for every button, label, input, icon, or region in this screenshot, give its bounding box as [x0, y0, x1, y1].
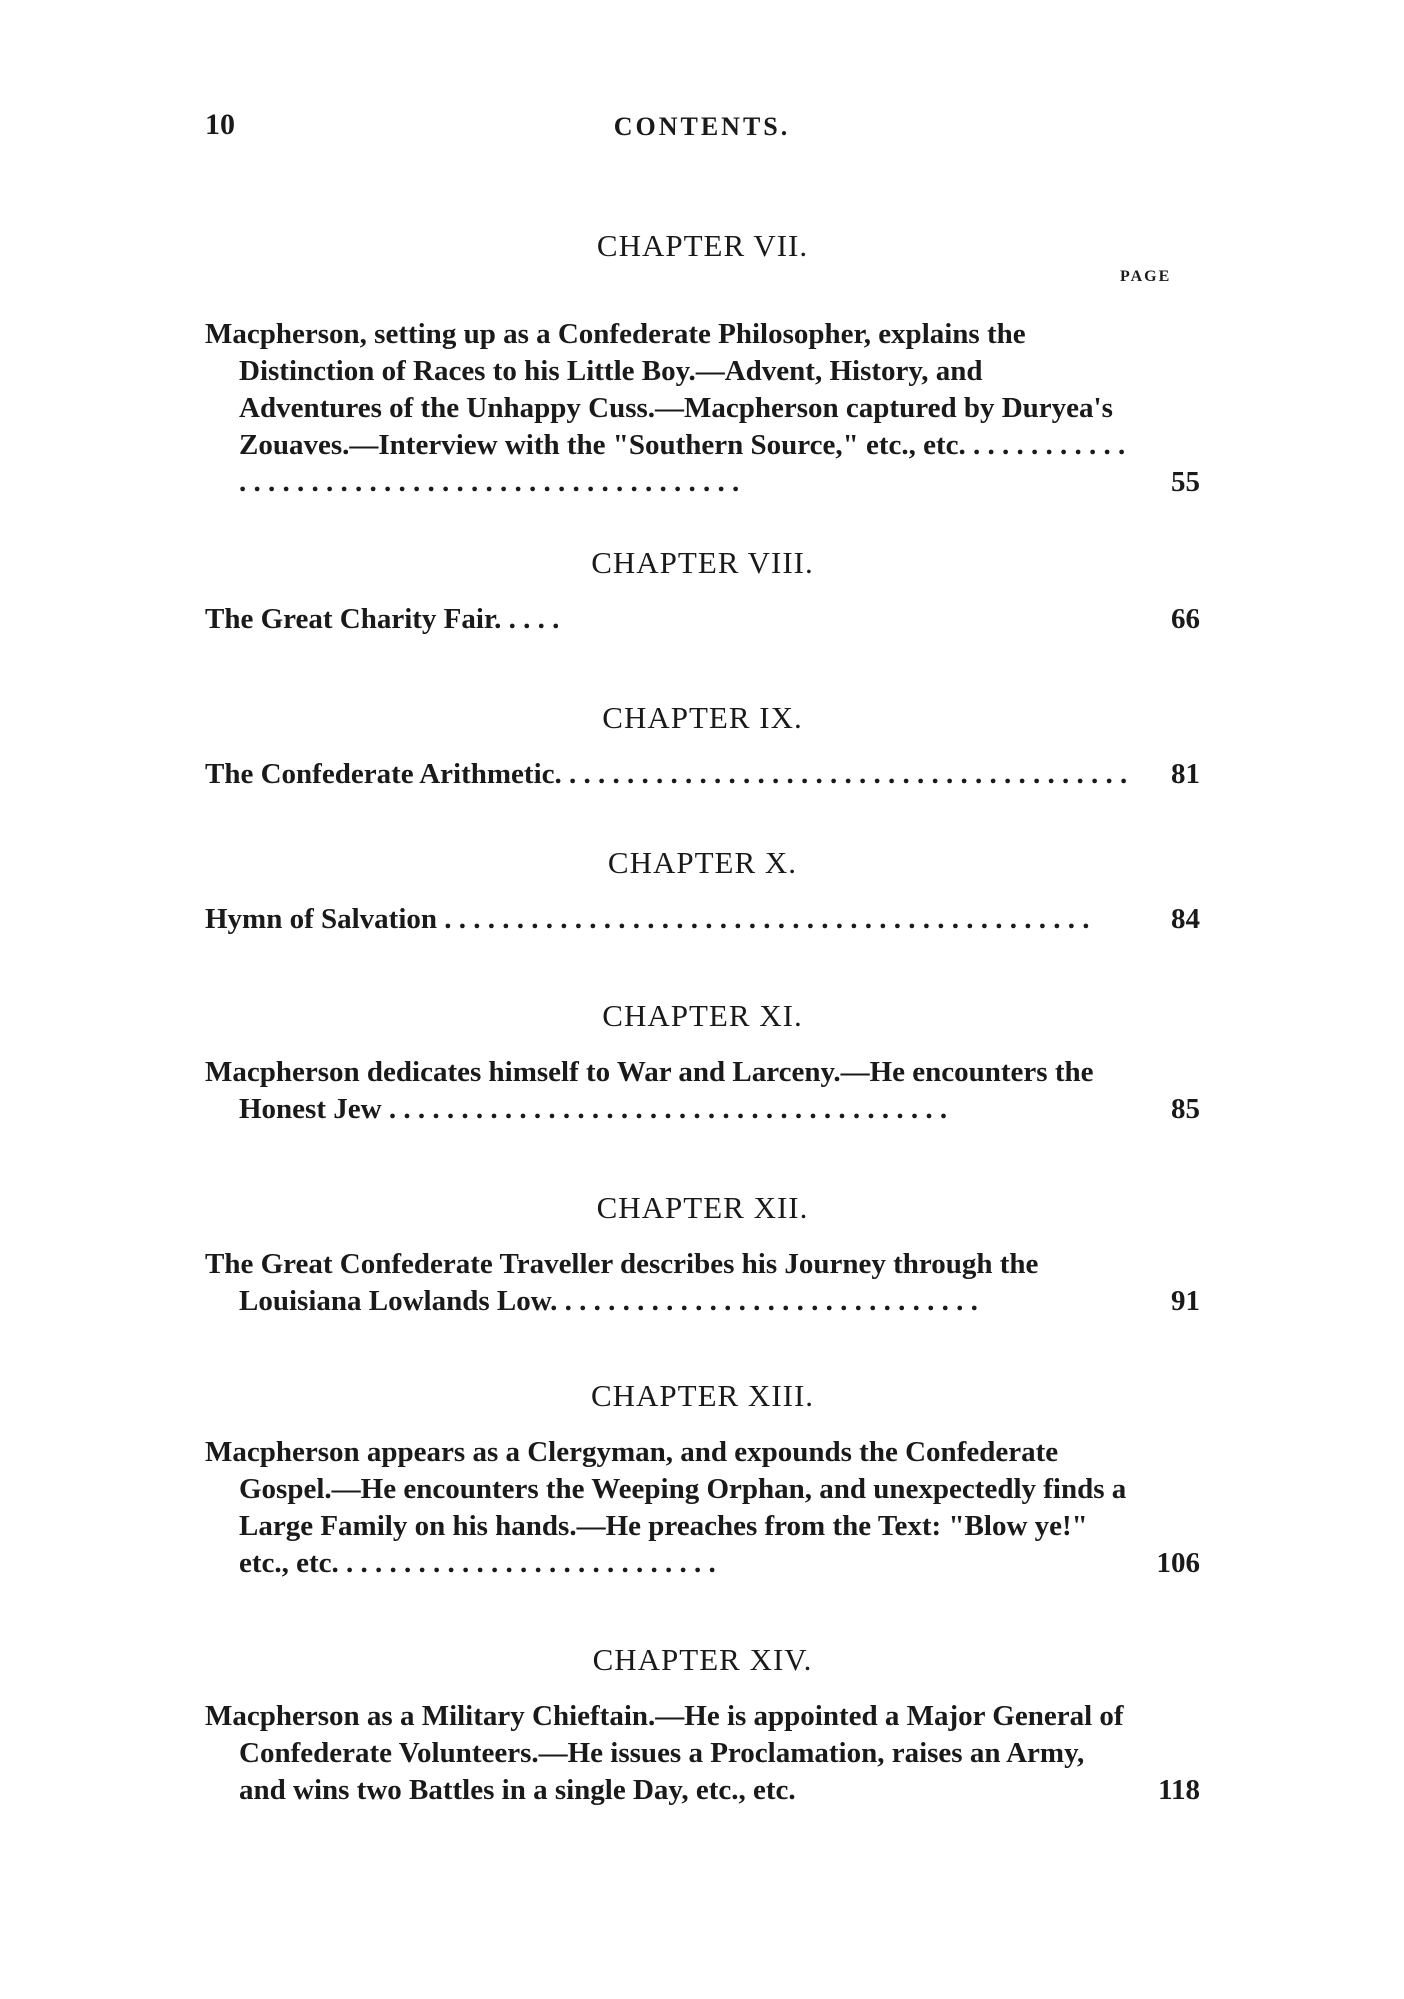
toc-entry — [205, 756, 1200, 793]
chapter-heading: CHAPTER XIV. — [592, 1642, 813, 1677]
chapter-heading: CHAPTER IX. — [602, 700, 803, 735]
entry-page-number: 85 — [1171, 1093, 1200, 1125]
page-number: 10 — [205, 108, 235, 141]
entry-text: Hymn of Salvation . . . . . . . . . . . . . . . . . . . . . . . . . . . . . . . . . . . . . . . . . . . . . — [205, 903, 1090, 935]
toc-entry — [205, 1054, 1200, 1128]
entry-text: Macpherson dedicates himself to War and Larceny.—He encounters the Honest Jew . . . . . . . . . . . . . . . . . . . . . . . . . . . . . . . . . . . . . . . — [205, 1056, 1094, 1125]
entry-page-number: 55 — [1171, 466, 1200, 498]
toc-entry — [205, 1434, 1200, 1582]
chapter-xiii — [205, 1378, 1200, 1582]
page-column-label: PAGE — [1120, 268, 1172, 285]
chapter-heading: CHAPTER XIII. — [590, 1378, 815, 1413]
toc-entry — [205, 901, 1200, 938]
entry-page-number: 81 — [1171, 758, 1200, 790]
chapter-vii — [205, 228, 1200, 501]
chapter-heading: CHAPTER X. — [607, 845, 798, 880]
entry-text: The Great Confederate Traveller describes his Journey through the Louisiana Lowlands Low. . . . . . . . . . . . . . . . . . . . . . . . . . . . . . — [205, 1248, 1039, 1317]
entry-text: The Confederate Arithmetic. . . . . . . . . . . . . . . . . . . . . . . . . . . . . . . . . . . . . . . . — [205, 758, 1128, 790]
entry-page-number: 91 — [1171, 1285, 1200, 1317]
chapter-xi — [205, 998, 1200, 1128]
toc-entry — [205, 1698, 1200, 1809]
entry-text: Macpherson, setting up as a Confederate Philosopher, explains the Distinction of Races to his Little Boy.—Advent, History, and Adventures of the Unhappy Cuss.—Macpherson captured by Duryea's Zouaves.—Interview with the "Southern Source," etc., etc. . . . . . . . . . . . . . . . . . . . . . . . . . . . . . . . . . . . . . . . . . . . . . . — [205, 318, 1126, 498]
entry-page-number: 118 — [1158, 1774, 1200, 1806]
toc-entry — [205, 316, 1200, 501]
entry-page-number: 66 — [1171, 603, 1200, 635]
chapter-ix — [205, 700, 1200, 793]
running-title: CONTENTS. — [613, 112, 791, 141]
entry-text: Macpherson appears as a Clergyman, and expounds the Confederate Gospel.—He encounters the Weeping Orphan, and unexpectedly finds a Large Family on his hands.—He preaches from the Text: "Blow ye!" etc., etc. . . . . . . . . . . . . . . . . . . . . . . . . . . — [205, 1436, 1127, 1579]
chapter-xii — [205, 1190, 1200, 1320]
chapter-heading: CHAPTER XI. — [602, 998, 803, 1033]
chapter-heading: CHAPTER XII. — [596, 1190, 809, 1225]
entry-page-number: 84 — [1171, 903, 1200, 935]
chapter-heading: CHAPTER VIII. — [591, 545, 814, 580]
chapter-viii — [205, 545, 1200, 638]
entry-text: Macpherson as a Military Chieftain.—He is appointed a Major General of Confederate Volunteers.—He issues a Proclamation, raises an Army, and wins two Battles in a single Day, etc., etc. — [205, 1700, 1124, 1806]
chapter-xiv — [205, 1642, 1200, 1809]
entry-text: The Great Charity Fair. . . . . — [205, 603, 560, 635]
chapter-heading: CHAPTER VII. — [596, 228, 809, 263]
toc-entry — [205, 601, 1200, 638]
toc-entry — [205, 1246, 1200, 1320]
chapter-x — [205, 845, 1200, 938]
entry-page-number: 106 — [1156, 1547, 1200, 1579]
